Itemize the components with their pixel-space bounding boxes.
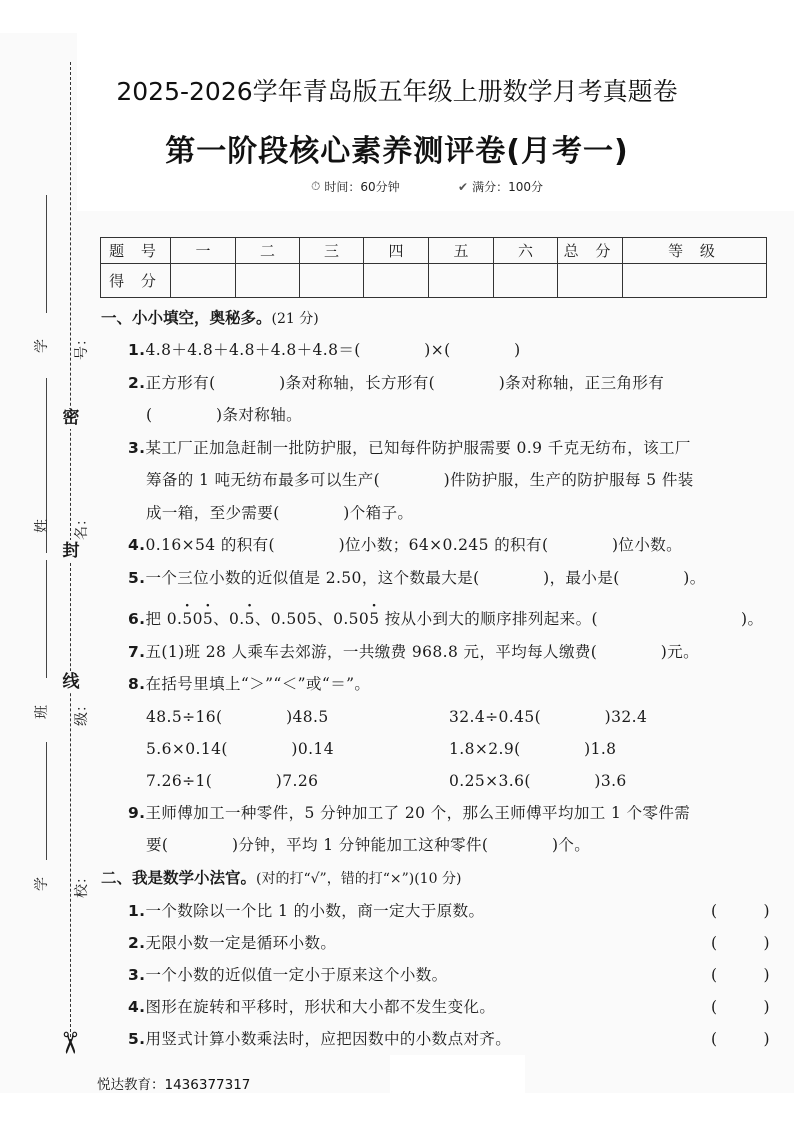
judge-answer-4[interactable]: ( ) [711,998,770,1016]
judge-answer-1[interactable]: ( ) [711,902,770,920]
seal-char-xian: 线 [60,671,82,693]
exam-title: 2025-2026学年青岛版五年级上册数学月考真题卷 [116,77,678,106]
question-text: 一个数除以一个比 1 的小数，商一定大于原数。 [145,902,485,920]
footer-patch [390,1055,525,1122]
recurring-decimal-1: 0.· 50· 5 [167,610,213,628]
footer-watermark: 悦达教育：1436377317 [97,1077,251,1093]
question-text: 用竖式计算小数乘法时，应把因数中的小数点对齐。 [145,1030,512,1048]
section-2-note: (对的打“√”，错的打“×”)(10 分) [256,871,462,887]
student-id-label: 学号： [34,332,90,360]
section-2-heading: 二、我是数学小法官。 [101,869,257,887]
class-label: 班级： [34,698,90,726]
question-number: 3. [128,439,146,457]
question-1-1 [128,338,521,360]
clock-icon: ⏱ [311,179,321,193]
question-text: 图形在旋转和平移时，形状和大小都不发生变化。 [145,998,496,1016]
question-1-9 [128,801,690,823]
question-1-3-cont-2[interactable]: 成一箱，至少需要( )个箱子。 [146,504,414,522]
separator: 、 [213,610,230,628]
question-1-3 [128,436,691,458]
cell-section-6: 六 [494,238,558,264]
top-margin [0,0,794,33]
school-label: 学校： [34,870,90,898]
recurring-decimal-2: 0.· 5 [229,610,255,628]
score-input-section-1[interactable] [171,264,236,298]
exam-subtitle: 第一阶段核心素养测评卷(月考一) [165,134,629,169]
student-id-blank[interactable] [46,195,47,313]
score-input-section-2[interactable] [236,264,300,298]
question-text: 在括号里填上“＞”“＜”或“＝”。 [145,675,371,693]
question-1-6-answer-end[interactable]: )。 [741,610,764,628]
question-text: 一个小数的近似值一定小于原来这个小数。 [145,966,448,984]
question-number: 2. [128,934,146,952]
judge-question-1 [128,899,484,921]
cell-section-2: 二 [236,238,300,264]
question-text[interactable]: 一个三位小数的近似值是 2.50，这个数最大是( )，最小是( )。 [145,569,706,587]
cell-section-3: 三 [300,238,364,264]
question-number: 5. [128,1030,146,1048]
cell-question-number-label: 题 号 [101,238,171,264]
question-number: 4. [128,536,146,554]
question-text: 无限小数一定是循环小数。 [145,934,337,952]
comparison-2-left[interactable]: 5.6×0.14( )0.14 [146,740,334,758]
class-blank[interactable] [46,560,47,678]
question-1-5 [128,566,706,588]
score-table [100,237,767,298]
seal-char-mi: 密 [60,407,82,429]
judge-question-4 [128,995,495,1017]
comparison-1-left[interactable]: 48.5÷16( )48.5 [146,708,329,726]
question-text[interactable]: 0.16×54 的积有( )位小数；64×0.245 的积有( )位小数。 [145,536,683,554]
separator: 、 [254,610,271,628]
question-1-2 [128,371,664,393]
score-info [458,178,543,195]
judge-question-3 [128,963,448,985]
question-number: 5. [128,569,146,587]
score-input-section-3[interactable] [300,264,364,298]
score-table-score-row [101,264,767,298]
judge-answer-3[interactable]: ( ) [711,966,770,984]
header-background [77,33,794,211]
time-info [311,178,400,195]
question-number: 2. [128,374,146,392]
question-text[interactable]: 某工厂正加急赶制一批防护服，已知每件防护服需要 0.9 千克无纺布，该工厂 [145,439,691,457]
comparison-2-right[interactable]: 1.8×2.9( )1.8 [449,740,617,758]
question-text[interactable]: 4.8＋4.8＋4.8＋4.8＋4.8＝( )×( ) [145,341,521,359]
cell-total-label: 总 分 [558,238,623,264]
comparison-1-right[interactable]: 32.4÷0.45( )32.4 [449,708,648,726]
question-1-4 [128,533,682,555]
cell-section-5: 五 [429,238,494,264]
school-blank[interactable] [46,742,47,860]
question-text[interactable]: 正方形有( )条对称轴，长方形有( )条对称轴，正三角形有 [145,374,665,392]
question-suffix: 按从小到大的顺序排列起来。( [379,610,598,628]
judge-question-5 [128,1027,511,1049]
question-1-6 [128,607,598,629]
section-2-title [101,866,461,888]
decimal-3: 0.505 [270,610,318,628]
cell-section-4: 四 [364,238,429,264]
question-number: 6. [128,610,146,628]
score-table-header-row [101,238,767,264]
score-input-section-6[interactable] [494,264,558,298]
name-label: 姓名： [34,512,90,540]
score-label: 满分：100分 [472,180,543,194]
question-1-3-cont-1[interactable]: 筹备的 1 吨无纺布最多可以生产( )件防护服，生产的防护服每 5 件装 [146,471,694,489]
comparison-3-left[interactable]: 7.26÷1( )7.26 [146,772,319,790]
cell-grade-label: 等 级 [623,238,767,264]
judge-question-2 [128,931,336,953]
question-number: 8. [128,675,146,693]
question-1-8 [128,672,370,694]
recurring-decimal-4: 0.50· 5 [333,610,379,628]
question-number: 9. [128,804,146,822]
section-1-title [101,306,319,328]
section-1-points: (21 分) [271,311,319,327]
judge-answer-5[interactable]: ( ) [711,1030,770,1048]
question-1-7 [128,640,699,662]
check-icon: ✔ [458,179,469,194]
score-input-section-4[interactable] [364,264,429,298]
separator: 、 [317,610,334,628]
question-number: 1. [128,902,146,920]
question-number: 7. [128,643,146,661]
judge-answer-2[interactable]: ( ) [711,934,770,952]
section-1-heading: 一、小小填空，奥秘多。 [101,309,272,327]
seal-char-feng: 封 [60,540,82,562]
question-1-9-cont[interactable]: 要( )分钟，平均 1 分钟能加工这种零件( )个。 [146,836,591,854]
score-input-grade[interactable] [623,264,767,298]
question-number: 3. [128,966,146,984]
question-text[interactable]: 王师傅加工一种零件，5 分钟加工了 20 个，那么王师傅平均加工 1 个零件需 [145,804,691,822]
score-input-section-5[interactable] [429,264,494,298]
scissors-icon: ✂ [51,1030,87,1056]
score-input-total[interactable] [558,264,623,298]
cell-section-1: 一 [171,238,236,264]
question-text[interactable]: 五(1)班 28 人乘车去郊游，一共缴费 968.8 元，平均每人缴费( )元。 [145,643,700,661]
time-label: 时间：60分钟 [324,180,400,194]
question-prefix: 把 [145,610,167,628]
cell-score-label: 得 分 [101,264,171,298]
question-number: 1. [128,341,146,359]
comparison-3-right[interactable]: 0.25×3.6( )3.6 [449,772,627,790]
question-1-2-cont[interactable]: ( )条对称轴。 [146,406,302,424]
question-number: 4. [128,998,146,1016]
